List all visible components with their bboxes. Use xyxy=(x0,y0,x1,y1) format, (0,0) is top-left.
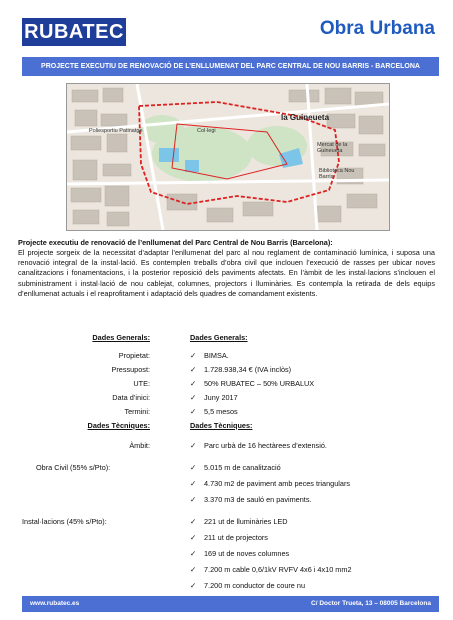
footer-address: C/ Doctor Trueta, 13 – 08005 Barcelona xyxy=(311,600,431,607)
map-drawing xyxy=(67,84,389,230)
ambit-value: Parc urbà de 16 hectàrees d’extensió. xyxy=(204,441,327,450)
check-icon: ✓ xyxy=(190,517,197,526)
obra-item: 3.370 m3 de sauló en paviments. xyxy=(204,495,312,504)
inst-row xyxy=(18,515,435,529)
obra-row xyxy=(18,477,435,491)
check-icon: ✓ xyxy=(190,365,197,374)
check-icon: ✓ xyxy=(190,351,197,360)
inst-item: 7.200 m cable 0,6/1kV RVFV 4x6 i 4x10 mm2 xyxy=(204,565,352,574)
tecniques-header-row xyxy=(18,419,435,433)
general-value: 1.728.938,34 € (IVA inclòs) xyxy=(204,365,292,374)
general-value: BIMSA. xyxy=(204,351,229,360)
check-icon: ✓ xyxy=(190,379,197,388)
general-row xyxy=(18,363,435,377)
ambit-row xyxy=(18,439,435,453)
general-row xyxy=(18,377,435,391)
map-label-guineueta: la Guineueta xyxy=(281,113,330,122)
inst-row xyxy=(18,579,435,593)
check-icon: ✓ xyxy=(190,495,197,504)
ambit-label: Àmbit: xyxy=(129,441,150,450)
inst-row xyxy=(18,547,435,561)
map-label-collegi: Col·legi xyxy=(197,128,216,134)
check-icon: ✓ xyxy=(190,463,197,472)
check-icon: ✓ xyxy=(190,479,197,488)
inst-row xyxy=(18,531,435,545)
check-icon: ✓ xyxy=(190,533,197,542)
intro-title: Projecte executiu de renovació de l’enllumenat del Parc Central de Nou Barris (Barcelona): xyxy=(18,238,333,247)
footer-website-link[interactable]: www.rubatec.es xyxy=(30,600,80,607)
page-title: Obra Urbana xyxy=(319,18,435,39)
general-row xyxy=(18,349,435,363)
general-label: Pressupost: xyxy=(111,365,150,374)
map-label-poliesportiu: Poliesportiu Patinatge xyxy=(89,128,143,134)
check-icon: ✓ xyxy=(190,393,197,402)
general-header-left: Dades Generals: xyxy=(92,333,150,342)
obra-item: 5.015 m de canalització xyxy=(204,463,281,472)
inst-item: 211 ut de projectors xyxy=(204,533,268,542)
inst-item: 221 ut de lluminàries LED xyxy=(204,517,288,526)
general-label: Termini: xyxy=(124,407,150,416)
general-row xyxy=(18,405,435,419)
general-header-row xyxy=(18,331,435,345)
inst-item: 7.200 m conductor de coure nu xyxy=(204,581,306,590)
general-value: 50% RUBATEC – 50% URBALUX xyxy=(204,379,315,388)
obra-item: 4.730 m2 de paviment amb peces triangulars xyxy=(204,479,351,488)
project-banner: PROJECTE EXECUTIU DE RENOVACIÓ DE L’ENLLUMENAT DEL PARC CENTRAL DE NOU BARRIS - BARCELONA xyxy=(22,57,439,76)
tecniques-header-left: Dades Tècniques: xyxy=(87,421,150,430)
intro-paragraph: El projecte sorgeix de la necessitat d’adaptar l’enllumenat del parc al nou reglament de contaminació lumínica, i suposa una renovació integral de la instal·lació. Es contemplen treballs d’obra civil que inclouen l’execució de rasses per ubicar noves canalitzacions i fonamentacions, i la posterior reposició dels paviments afectats. En l’àmbit de les instal·lacions s’inclouen el subministrament i instal·lació de nou cablejat, columnes, projectors i lluminàries. Es contempla la retirada de dels equips d’enllumenat actuals i el reaprofitament i adaptació dels quadres de comandament existents. xyxy=(18,248,435,298)
general-label: Propietat: xyxy=(118,351,150,360)
inst-row xyxy=(18,563,435,577)
general-value: Juny 2017 xyxy=(204,393,238,402)
footer-bar xyxy=(22,596,439,612)
check-icon: ✓ xyxy=(190,549,197,558)
inst-label: Instal·lacions (45% s/Pto): xyxy=(22,517,107,526)
check-icon: ✓ xyxy=(190,581,197,590)
general-label: UTE: xyxy=(133,379,150,388)
intro-section xyxy=(18,238,435,299)
site-map xyxy=(66,83,390,231)
tecniques-header-right: Dades Tècniques: xyxy=(190,421,253,430)
map-label-mercat: Mercat de la Guineueta xyxy=(317,142,348,154)
obra-label: Obra Civil (55% s/Pto): xyxy=(36,463,111,472)
general-value: 5,5 mesos xyxy=(204,407,238,416)
obra-row xyxy=(18,493,435,507)
general-label: Data d’inici: xyxy=(112,393,150,402)
inst-item: 169 ut de noves columnes xyxy=(204,549,290,558)
rubatec-logo: RUBATEC xyxy=(22,18,126,46)
map-label-biblioteca: Biblioteca Nou Barris xyxy=(319,168,355,180)
check-icon: ✓ xyxy=(190,441,197,450)
general-header-right: Dades Generals: xyxy=(190,333,248,342)
check-icon: ✓ xyxy=(190,407,197,416)
obra-row xyxy=(18,461,435,475)
check-icon: ✓ xyxy=(190,565,197,574)
general-row xyxy=(18,391,435,405)
